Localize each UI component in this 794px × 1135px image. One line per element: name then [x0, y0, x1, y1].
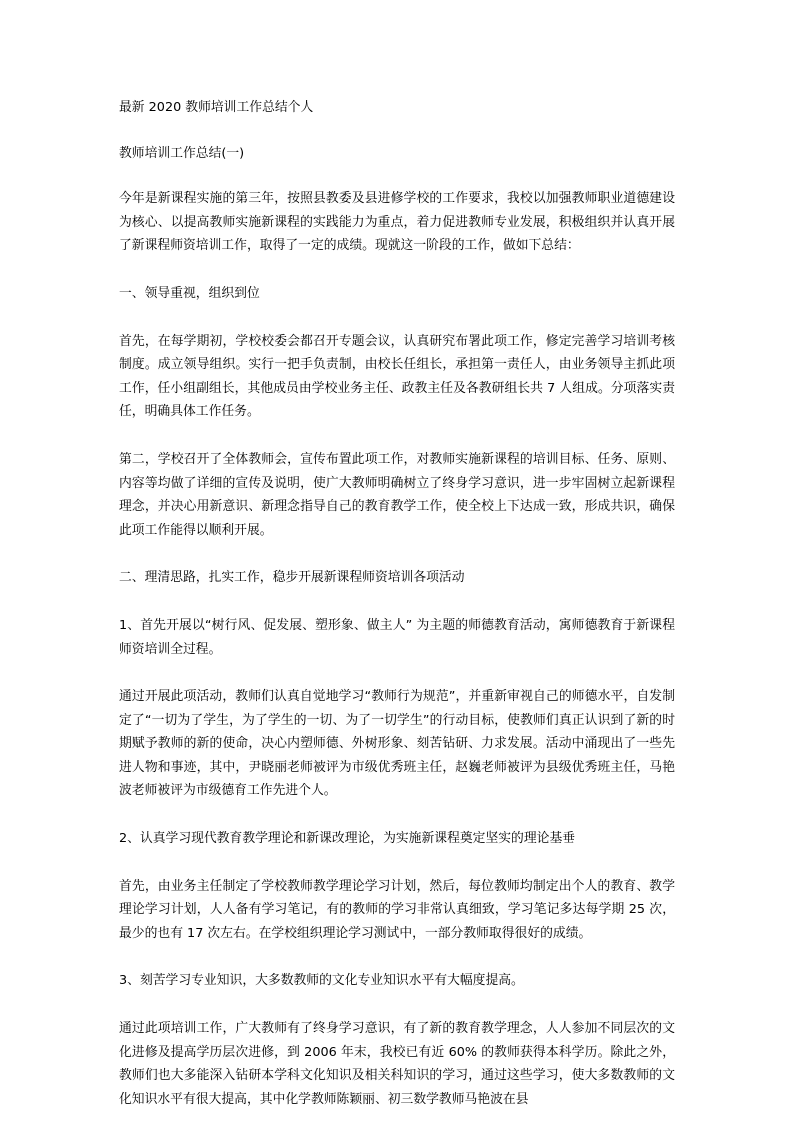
paragraph: 第二，学校召开了全体教师会，宣传布置此项工作，对教师实施新课程的培训目标、任务、原则、内容等均做了详细的宣传及说明，使广大教师明确树立了终身学习意识，进一步牢固树立起新课程理念，并决心用新意识、新理念指导自己的教育教学工作，使全校上下达成一致，形成共识，确保此项工作能得以顺利开展。 [119, 451, 675, 538]
paragraph-intro: 今年是新课程实施的第三年，按照县教委及县进修学校的工作要求，我校以加强教师职业道德建设为核心、以提高教师实施新课程的实践能力为重点，着力促进教师专业发展，积极组织并认真开展了新课程师资培训工作，取得了一定的成绩。现就这一阶段的工作，做如下总结： [119, 191, 675, 254]
subsection-heading-3: 3、刻苦学习专业知识，大多数教师的文化专业知识水平有大幅度提高。 [119, 973, 524, 989]
section-heading-1: 一、领导重视，组织到位 [119, 285, 260, 301]
paragraph: 首先，在每学期初，学校校委会都召开专题会议，认真研究布署此项工作，修定完善学习培训考核制度。成立领导组织。实行一把手负责制，由校长任组长，承担第一责任人，由业务领导主抓此项工作，任小组副组长，其他成员由学校业务主任、政教主任及各教研组长共 7 人组成。分项落实责任，明确具体工作任务。 [119, 333, 675, 420]
paragraph: 通过此项培训工作，广大教师有了终身学习意识，有了新的教育教学理念，人人参加不同层次的文化进修及提高学历层次进修，到 2006 年末，我校已有近 60% 的教师获得本科学历。除此之外，教师们也大多能深入钻研本学科文化知识及相关科知识的学习，通过这些学习，使大多数教师的文化知识水平有很大提高，其中化学教师陈颖丽、初三数学教师马艳波在县 [119, 1021, 675, 1107]
document-page [119, 96, 675, 1135]
paragraph: 通过开展此项活动，教师们认真自觉地学习“教师行为规范”，并重新审视自己的师德水平，自发制定了“一切为了学生，为了学生的一切、为了一切学生”的行动目标，使教师们真正认识到了新的时期赋予教师的新的使命，决心内塑师德、外树形象、刻苦钻研、力求发展。活动中涌现出了一些先进人物和事迹，其中，尹晓丽老师被评为市级优秀班主任，赵巍老师被评为县级优秀班主任，马艳波老师被评为市级德育工作先进个人。 [119, 689, 675, 799]
document-subtitle: 教师培训工作总结(一) [119, 145, 245, 161]
section-heading-2: 二、理清思路，扎实工作，稳步开展新课程师资培训各项活动 [119, 570, 465, 586]
paragraph: 首先，由业务主任制定了学校教师教学理论学习计划，然后，每位教师均制定出个人的教育、教学理论学习计划，人人备有学习笔记，有的教师的学习非常认真细致，学习笔记多达每学期 25 次，最少的也有 17 次左右。在学校组织理论学习测试中，一部分教师取得很好的成绩。 [119, 878, 675, 941]
subsection-heading-1: 1、首先开展以“树行风、促发展、塑形象、做主人” 为主题的师德教育活动，寓师德教育于新课程师资培训全过程。 [119, 617, 675, 657]
subsection-heading-2: 2、认真学习现代教育教学理论和新课改理论，为实施新课程奠定坚实的理论基垂 [119, 831, 576, 847]
document-title: 最新 2020 教师培训工作总结个人 [119, 100, 314, 115]
